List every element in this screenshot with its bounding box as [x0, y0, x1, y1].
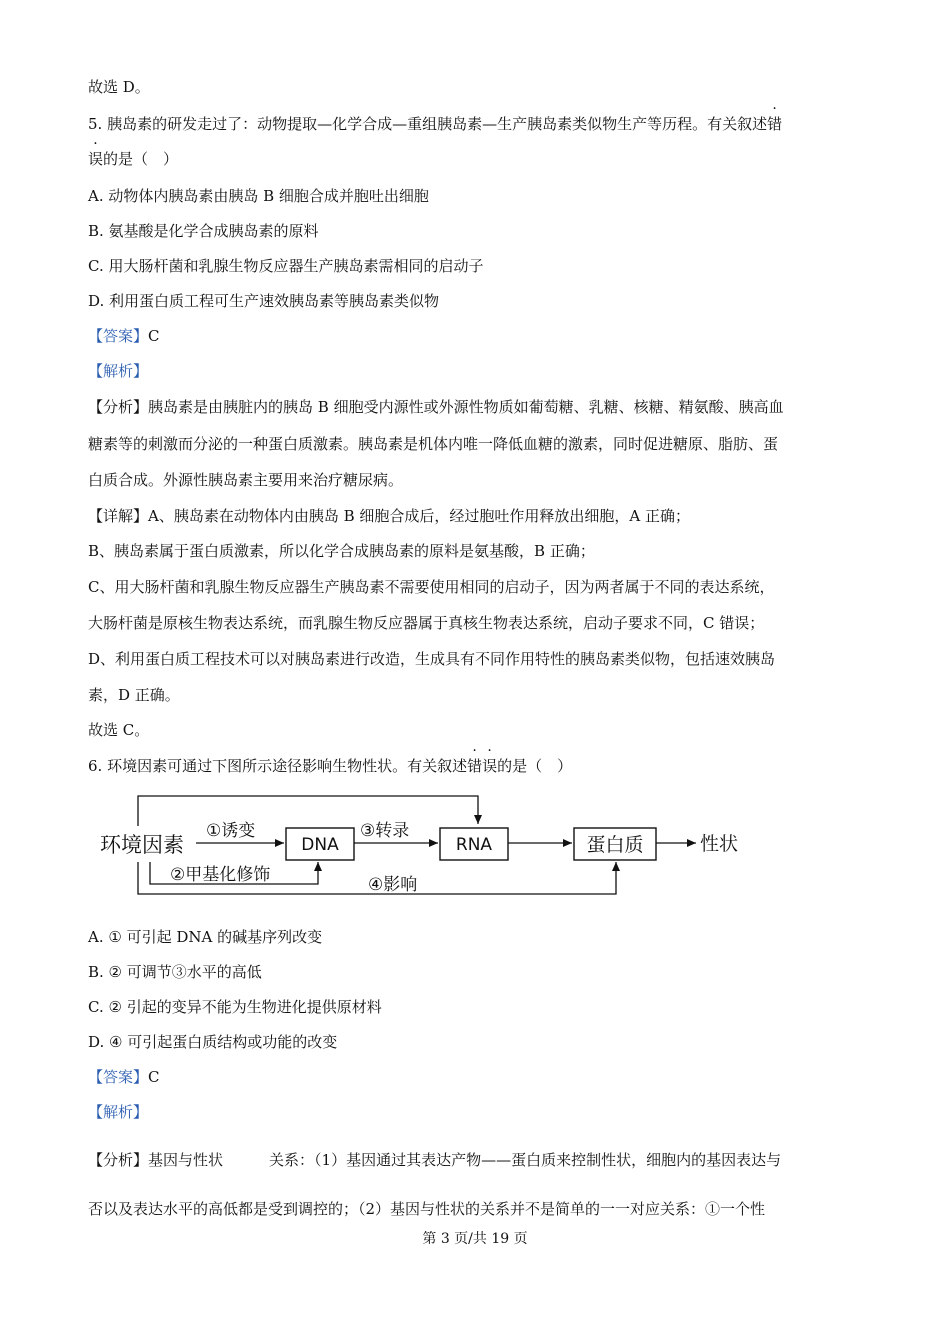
xiangjie-line-2: B、胰岛素属于蛋白质激素，所以化学合成胰岛素的原料是氨基酸，B 正确； — [88, 542, 595, 560]
xiangjie-text: A、胰岛素在动物体内由胰岛 B 细胞合成后，经过胞吐作用释放出细胞，A 正确； — [148, 507, 691, 525]
analysis-tag-line — [88, 1101, 148, 1123]
step3-label: ③转录 — [360, 821, 410, 841]
fenxi6-line-2: 否以及表达水平的高低都是受到调控的；（2）基因与性状的关系并不是简单的一一对应关系：①一个性 — [88, 1200, 766, 1218]
option-a: A. 动物体内胰岛素由胰岛 B 细胞合成并胞吐出细胞 — [88, 187, 429, 205]
rna-label: RNA — [455, 835, 493, 855]
fenxi-text: 胰岛素是由胰脏内的胰岛 B 细胞受内源性或外源性物质如葡萄糖、乳糖、核糖、精氨酸、胰高血 — [148, 398, 784, 416]
emphasis-char: 误 — [88, 150, 104, 168]
fenxi-tag: 【分析】 — [88, 398, 149, 416]
text-line: 故选 D。 — [88, 78, 150, 96]
xiangjie-line-5: D、利用蛋白质工程技术可以对胰岛素进行改造，生成具有不同作用特性的胰岛素类似物，包括速效胰岛 — [88, 650, 776, 668]
fenxi6-line-1 — [88, 1149, 781, 1171]
protein-label: 蛋白质 — [586, 834, 644, 856]
fenxi-line-1 — [88, 396, 784, 418]
env-label: 环境因素 — [100, 833, 184, 857]
stem-text: 5. 胰岛素的研发走过了：动物提取—化学合成—重组胰岛素—生产胰岛素类似物生产等历程。有关叙述 — [88, 115, 768, 133]
fenxi-text: 关系：（1）基因通过其表达产物——蛋白质来控制性状，细胞内的基因表达与 — [269, 1151, 782, 1169]
dna-label: DNA — [301, 835, 339, 855]
page-footer: 第 3 页/共 19 页 — [422, 1231, 528, 1247]
analysis-tag: 【解析】 — [88, 362, 149, 380]
question-5-stem-cont — [88, 148, 178, 170]
step4-label: ④影响 — [368, 875, 418, 895]
fenxi-text: 基因与性状 — [148, 1151, 224, 1169]
emphasis-char: 错 — [467, 757, 483, 775]
option-c: C. 用大肠杆菌和乳腺生物反应器生产胰岛素需相同的启动子 — [88, 257, 484, 275]
pathway-diagram — [88, 792, 768, 904]
trait-label: 性状 — [700, 833, 739, 855]
xiangjie-line-1 — [88, 505, 690, 527]
step1-label: ①诱变 — [206, 821, 256, 841]
arrow-env-to-rna — [138, 796, 478, 826]
question-5-stem — [88, 113, 782, 135]
answer-tag: 【答案】 — [88, 327, 149, 345]
fenxi-tag: 【分析】 — [88, 1151, 149, 1169]
stem-text: 6. 环境因素可通过下图所示途径影响生物性状。有关叙述 — [88, 757, 468, 775]
xiangjie-line-4: 大肠杆菌是原核生物表达系统，而乳腺生物反应器属于真核生物表达系统，启动子要求不同，C 错误； — [88, 614, 765, 632]
answer-value: C — [148, 1068, 160, 1086]
option-d: D. ④ 可引起蛋白质结构或功能的改变 — [88, 1033, 338, 1051]
fenxi-line-2: 糖素等的刺激而分泌的一种蛋白质激素。胰岛素是机体内唯一降低血糖的激素，同时促进糖原、脂肪、蛋 — [88, 435, 779, 453]
xiangjie-tag: 【详解】 — [88, 507, 149, 525]
option-b: B. ② 可调节③水平的高低 — [88, 963, 262, 981]
option-d: D. 利用蛋白质工程可生产速效胰岛素等胰岛素类似物 — [88, 292, 440, 310]
option-b: B. 氨基酸是化学合成胰岛素的原料 — [88, 222, 319, 240]
stem-text: 的是（ ） — [103, 150, 179, 168]
answer-tag: 【答案】 — [88, 1068, 149, 1086]
emphasis-char: 误 — [482, 757, 498, 775]
answer-line — [88, 325, 160, 347]
fenxi-line-3: 白质合成。外源性胰岛素主要用来治疗糖尿病。 — [88, 471, 404, 489]
conclusion-line: 故选 C。 — [88, 721, 150, 739]
option-c: C. ② 引起的变异不能为生物进化提供原材料 — [88, 998, 382, 1016]
xiangjie-line-6: 素，D 正确。 — [88, 686, 180, 704]
answer-value: C — [148, 327, 160, 345]
stem-text: 的是（ ） — [497, 757, 573, 775]
analysis-tag-line — [88, 360, 148, 382]
answer-line — [88, 1066, 160, 1088]
step2-label: ②甲基化修饰 — [170, 865, 271, 885]
option-a: A. ① 可引起 DNA 的碱基序列改变 — [88, 928, 323, 946]
question-6-stem — [88, 755, 572, 777]
xiangjie-line-3: C、用大肠杆菌和乳腺生物反应器生产胰岛素不需要使用相同的启动子，因为两者属于不同的表达系统， — [88, 578, 775, 596]
emphasis-char: 错 — [767, 115, 783, 133]
analysis-tag: 【解析】 — [88, 1103, 149, 1121]
